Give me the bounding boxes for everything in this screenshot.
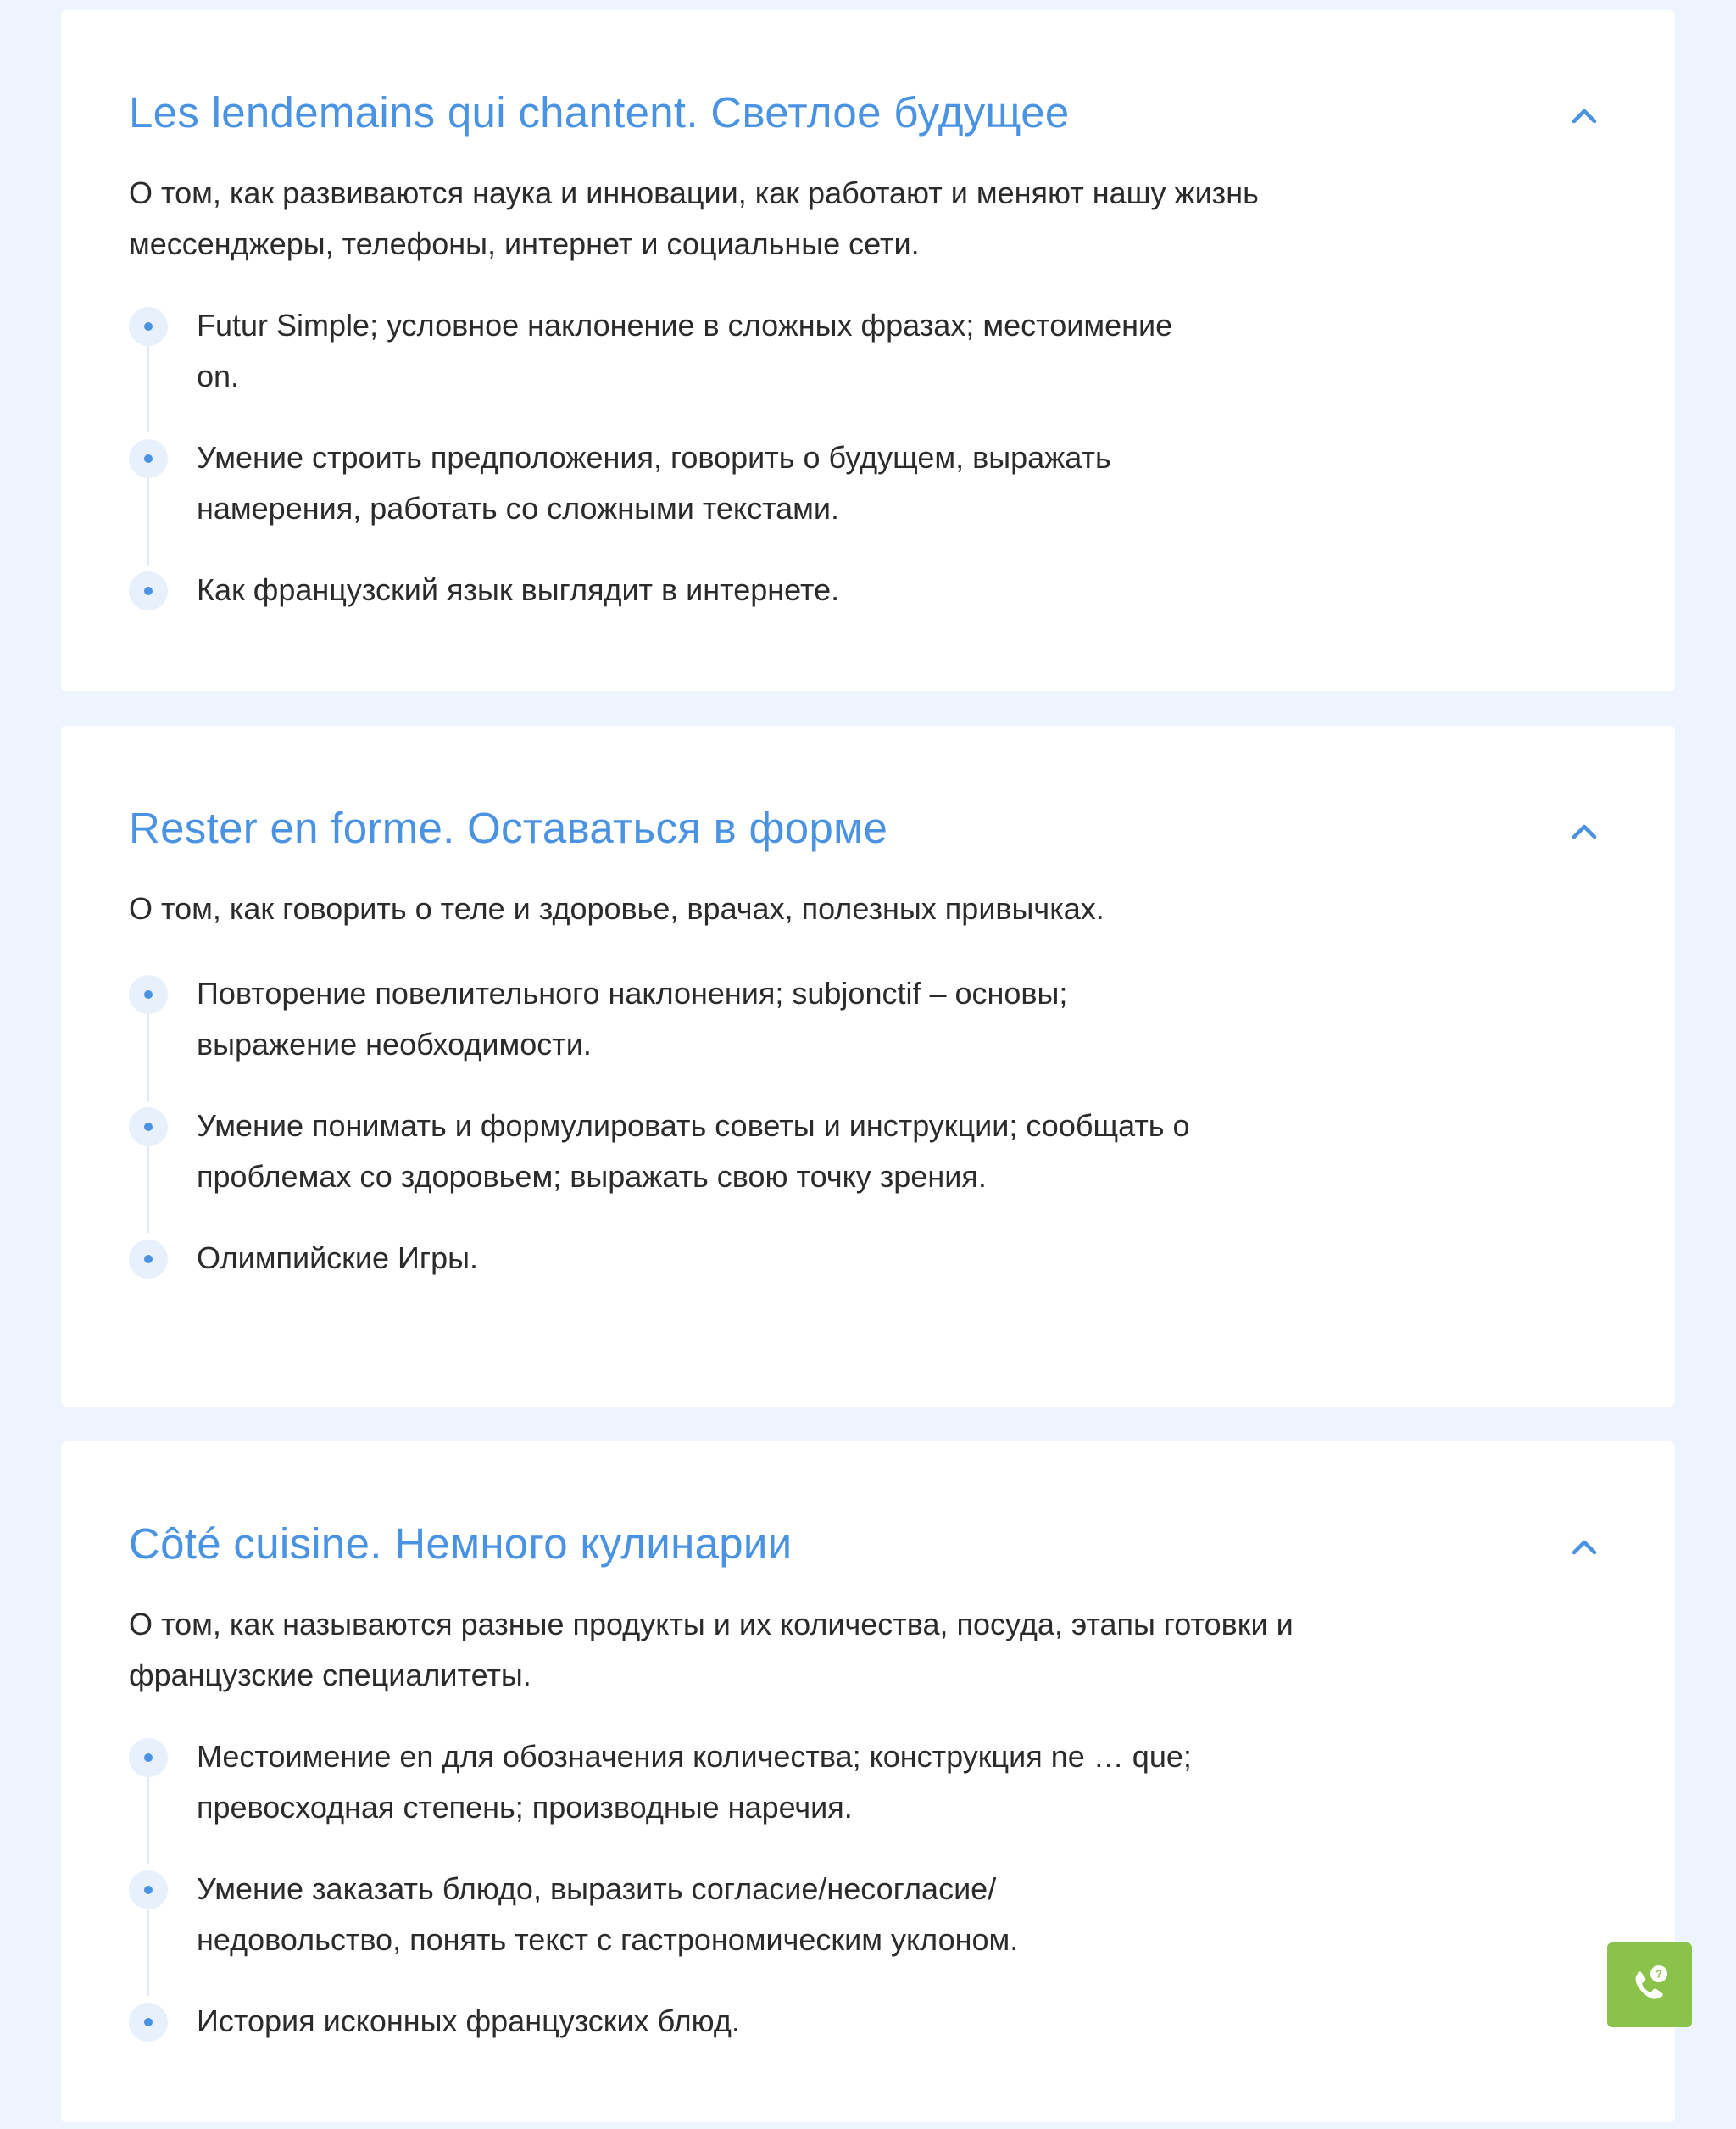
module-card (61, 10, 1675, 691)
bullet-dot-icon (129, 1738, 168, 1777)
topic-item (129, 432, 1197, 534)
collapse-toggle-button[interactable] (1563, 811, 1605, 853)
module-card (61, 726, 1675, 1407)
topic-text: Как французский язык выглядит в интернете. (197, 572, 840, 607)
topic-text: Умение заказать блюдо, выразить согласие/несогласие/недовольство, понять текст с гастрономическим уклоном. (197, 1871, 1019, 1957)
topic-item (129, 1996, 1197, 2047)
topic-text: Олимпийские Игры. (197, 1240, 478, 1275)
topic-list (129, 300, 1197, 616)
callback-button[interactable] (1607, 1942, 1692, 2027)
collapse-toggle-button[interactable] (1563, 1526, 1605, 1569)
topic-text: Умение понимать и формулировать советы и инструкции; сообщать о проблемах со здоровьем; выражать свою точку зрения. (197, 1108, 1190, 1194)
topic-item (129, 1101, 1197, 1202)
bullet-dot-icon (129, 1870, 168, 1909)
topic-item (129, 300, 1197, 402)
collapse-toggle-button[interactable] (1563, 95, 1605, 137)
module-description: О том, как называются разные продукты и их количества, посуда, этапы готовки и французские специалитеты. (129, 1607, 1294, 1692)
module-title[interactable]: Côté cuisine. Немного кулинарии (129, 1519, 793, 1568)
bullet-dot-icon (129, 2003, 168, 2042)
module-description: О том, как говорить о теле и здоровье, врачах, полезных привычках. (129, 891, 1104, 926)
chevron-up-icon (1563, 1526, 1605, 1569)
topic-item (129, 1864, 1197, 1965)
bullet-dot-icon (129, 1107, 168, 1146)
topic-text: Повторение повелительного наклонения; subjonctif – основы; выражение необходимости. (197, 976, 1068, 1062)
bullet-dot-icon (129, 975, 168, 1014)
bullet-dot-icon (129, 307, 168, 346)
topic-list (129, 1731, 1197, 2047)
topic-item (129, 565, 1197, 616)
topic-item (129, 1233, 1197, 1284)
bullet-dot-icon (129, 571, 168, 610)
topic-list (129, 968, 1197, 1284)
topic-item (129, 1731, 1197, 1833)
topic-text: Умение строить предположения, говорить о будущем, выражать намерения, работать со сложными текстами. (197, 440, 1111, 526)
topic-item (129, 968, 1197, 1070)
svg-text:?: ? (1655, 1967, 1662, 1981)
phone-question-icon (1607, 1942, 1692, 2027)
chevron-up-icon (1563, 95, 1605, 137)
module-description: О том, как развиваются наука и инновации, как работают и меняют нашу жизнь мессенджеры, телефоны, интернет и социальные сети. (129, 176, 1259, 261)
topic-text: История исконных французских блюд. (197, 2004, 740, 2038)
module-title[interactable]: Les lendemains qui chantent. Светлое будущее (129, 88, 1070, 137)
topic-text: Futur Simple; условное наклонение в сложных фразах; местоимение on. (197, 308, 1173, 393)
chevron-up-icon (1563, 811, 1605, 853)
bullet-dot-icon (129, 439, 168, 478)
module-title[interactable]: Rester en forme. Оставаться в форме (129, 804, 888, 852)
module-card (61, 1441, 1675, 2122)
topic-text: Местоимение en для обозначения количества; конструкция ne … que; превосходная степень; производные наречия. (197, 1739, 1192, 1825)
bullet-dot-icon (129, 1240, 168, 1279)
